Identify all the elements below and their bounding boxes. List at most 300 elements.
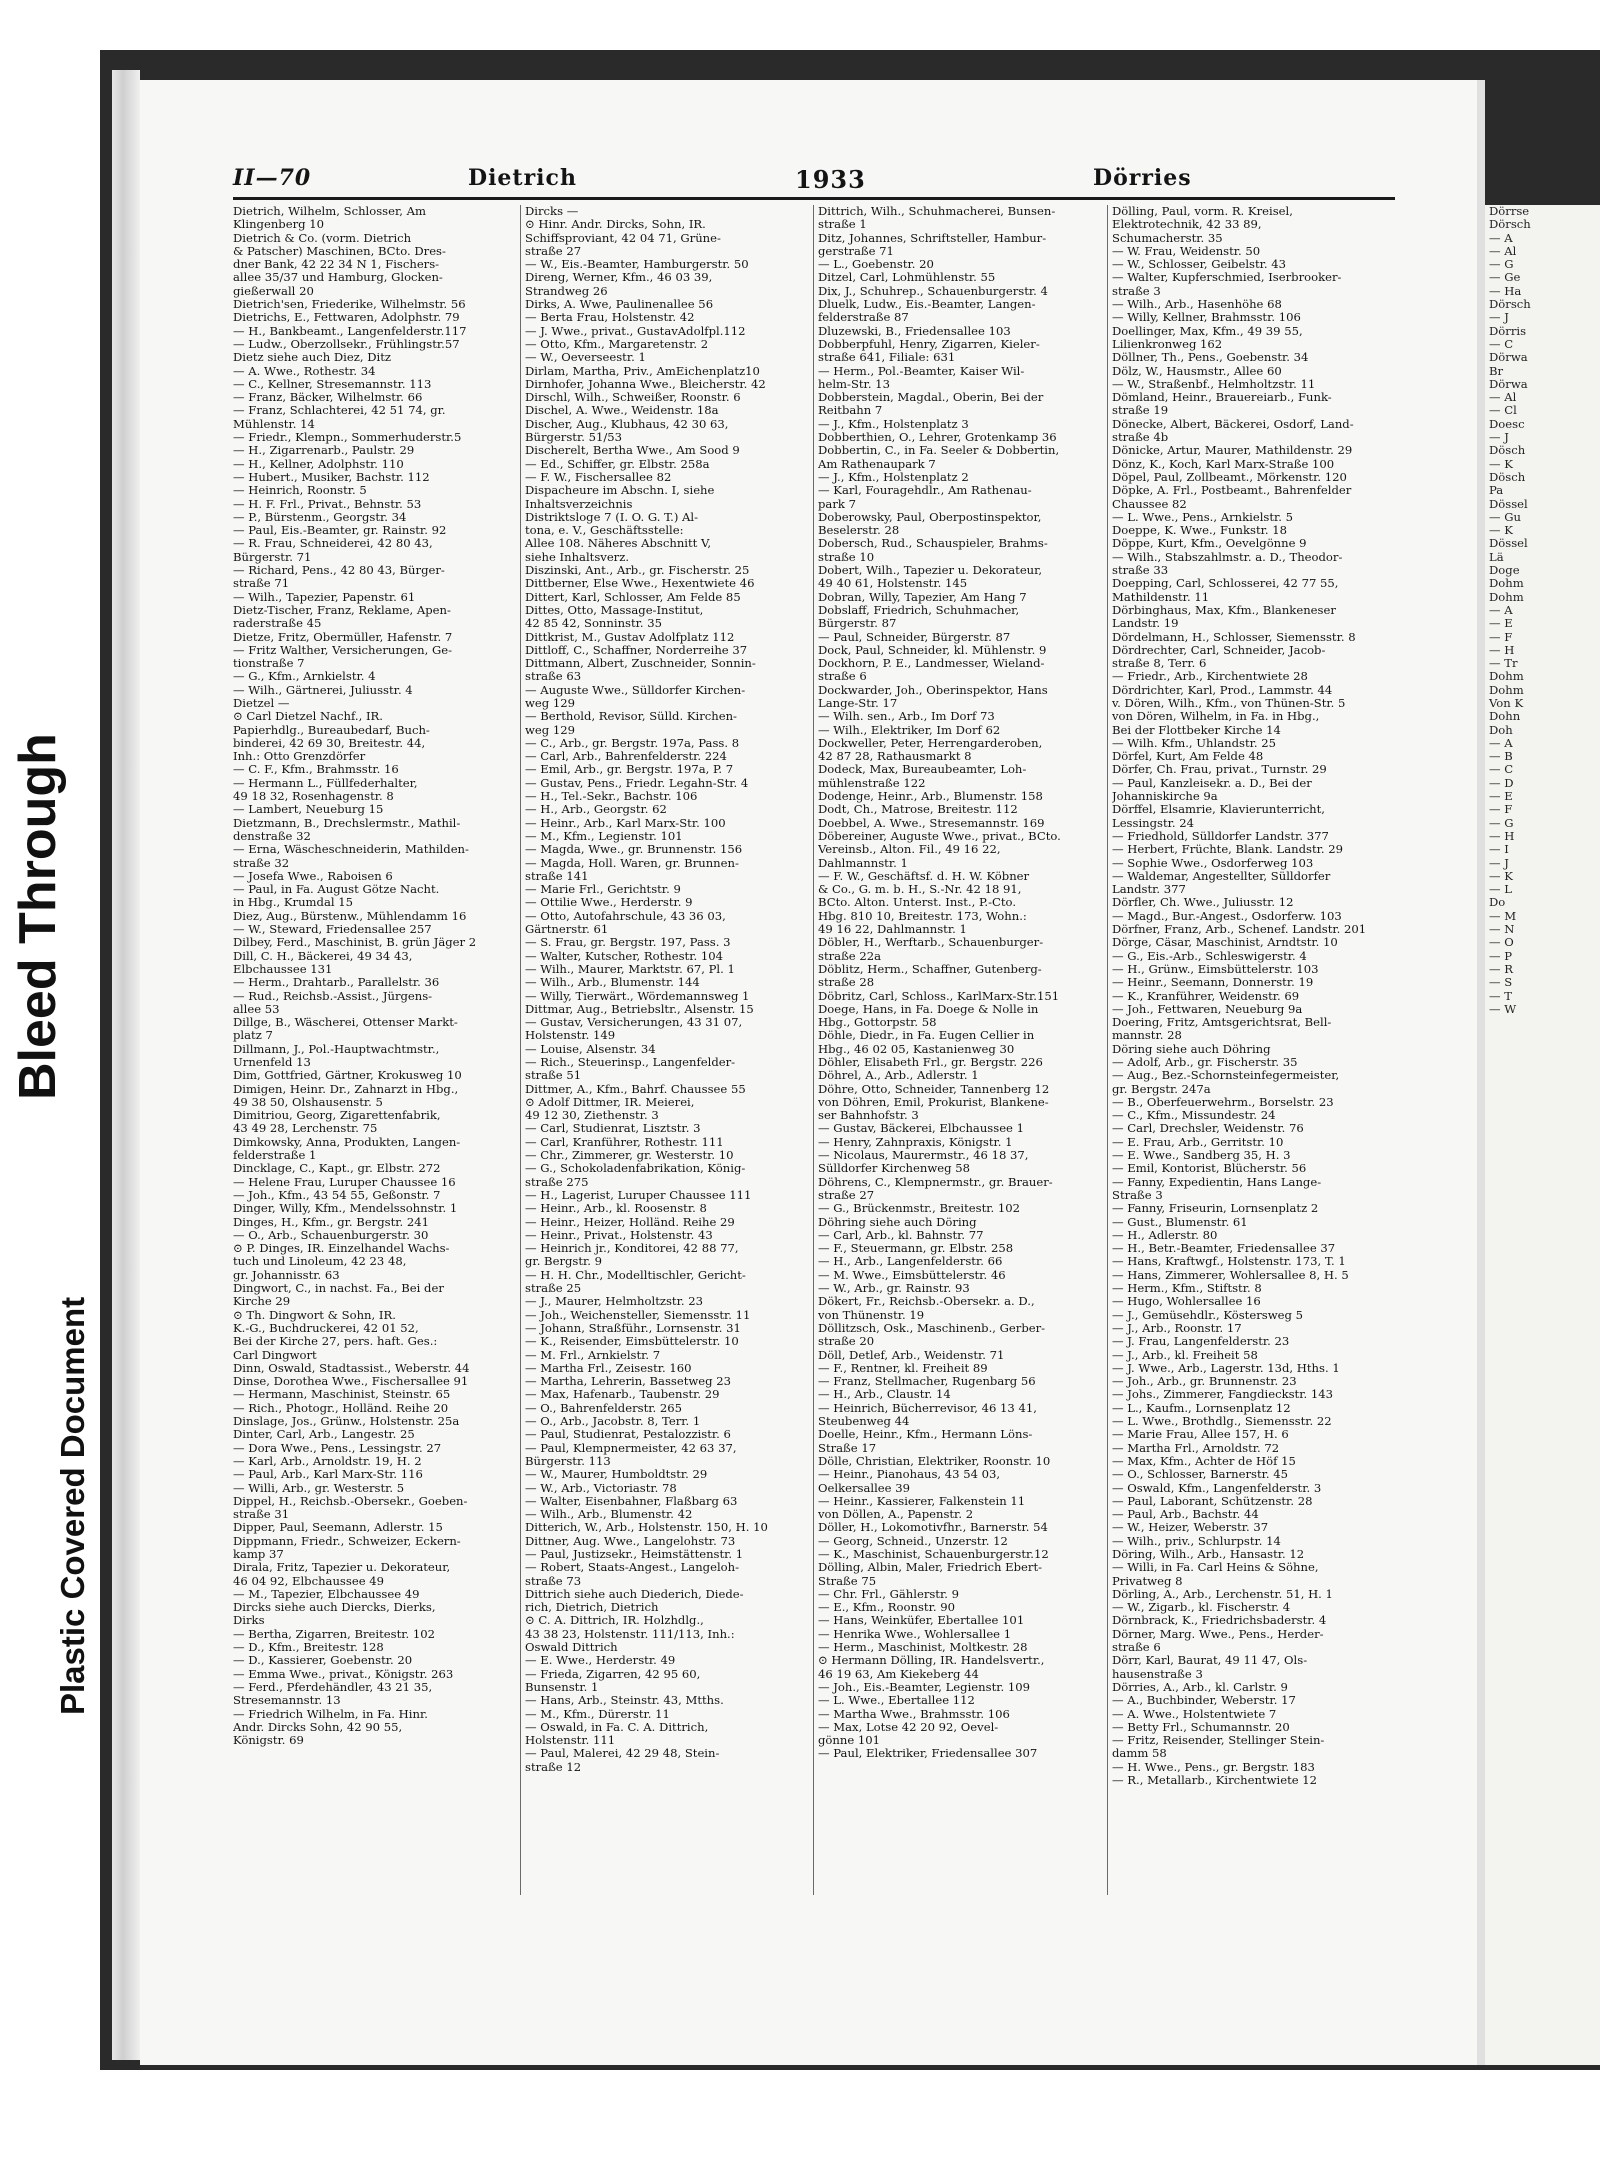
directory-entry-line: allee 35/37 und Hamburg, Glocken-	[233, 271, 443, 285]
directory-entry-line: Vereinsb., Alton. Fil., 49 16 22,	[818, 843, 1001, 857]
directory-entry-line: Döhrens, C., Klempnermstr., gr. Brauer-	[818, 1175, 1053, 1189]
directory-entry-line: — Heinrich jr., Konditorei, 42 88 77,	[525, 1242, 739, 1256]
directory-entry-line: — Karl, Fouragehdlr., Am Rathenau-	[818, 484, 1032, 498]
directory-entry-line: Döbritz, Carl, Schloss., KarlMarx-Str.151	[818, 989, 1060, 1003]
bleed-fragment: Doge	[1489, 564, 1520, 578]
directory-entry-line: Dobberpfuhl, Henry, Zigarren, Kieler-	[818, 337, 1040, 351]
directory-entry-line: Ditterich, W., Arb., Holstenstr. 150, H. 10	[525, 1521, 768, 1535]
directory-entry-line: — Wilh. sen., Arb., Im Dorf 73	[818, 710, 995, 724]
directory-entry-line: — Max, Hafenarb., Taubenstr. 29	[525, 1388, 720, 1402]
directory-entry-line: Dittmar, Aug., Betriebsltr., Alsenstr. 15	[525, 1002, 754, 1016]
directory-entry-line: Bei der Kirche 27, pers. haft. Ges.:	[233, 1335, 438, 1349]
next-page-bleed-through	[1485, 205, 1600, 2065]
directory-entry-line: — Carl, Arb., kl. Bahnstr. 77	[818, 1228, 984, 1242]
directory-entry-line: — Herm., Kfm., Stiftstr. 8	[1112, 1282, 1262, 1296]
directory-entry-line: Reitbahn 7	[818, 404, 883, 418]
directory-entry-line: Doebbel, A. Wwe., Stresemannstr. 169	[818, 816, 1045, 830]
directory-entry-line: — Gustav, Pens., Friedr. Legahn-Str. 4	[525, 776, 749, 790]
directory-entry-line: — Gustav, Bäckerei, Elbchaussee 1	[818, 1122, 1024, 1136]
directory-entry-line: Döller, H., Lokomotivfhr., Barnerstr. 54	[818, 1521, 1048, 1535]
directory-entry-line: straße 8, Terr. 6	[1112, 657, 1207, 671]
directory-entry-line: — Louise, Alsenstr. 34	[525, 1042, 656, 1056]
directory-entry-line: park 7	[818, 497, 856, 511]
directory-entry-line: — J., Maurer, Helmholtzstr. 23	[525, 1295, 703, 1309]
bleed-fragment: Dohm	[1489, 577, 1524, 591]
directory-entry-line: — H. F. Frl., Privat., Behnstr. 53	[233, 497, 422, 511]
directory-entry-line: Bürgerstr. 113	[525, 1454, 611, 1468]
directory-entry-line: Dörffel, Elsamrie, Klavierunterricht,	[1112, 803, 1325, 817]
directory-entry-line: — Marie Frau, Allee 157, H. 6	[1112, 1428, 1289, 1442]
directory-entry-line: — J., Kfm., Holstenplatz 2	[818, 470, 969, 484]
directory-entry-line: Dirks	[233, 1614, 265, 1628]
directory-entry-line: tionstraße 7	[233, 657, 305, 671]
directory-entry-line: — Bertha, Zigarren, Breitestr. 102	[233, 1627, 436, 1641]
directory-entry-line: Dietz-Tischer, Franz, Reklame, Apen-	[233, 603, 451, 617]
directory-entry-line: Königstr. 69	[233, 1734, 304, 1748]
directory-entry-line: — Heinr., Pianohaus, 43 54 03,	[818, 1468, 1001, 1482]
bleed-fragment: — C	[1489, 337, 1514, 351]
directory-entry-line: — Emma Wwe., privat., Königstr. 263	[233, 1667, 454, 1681]
directory-entry-line: — Friedr., Arb., Kirchentwiete 28	[1112, 670, 1308, 684]
directory-entry-line: Dahlmannstr. 1	[818, 856, 908, 870]
page-edge	[1477, 80, 1485, 2065]
directory-entry-line: platz 7	[233, 1029, 273, 1043]
directory-entry-line: — Herm., Pol.-Beamter, Kaiser Wil-	[818, 364, 1025, 378]
directory-entry-line: Döbereiner, Auguste Wwe., privat., BCto.	[818, 829, 1061, 843]
directory-entry-line: K.-G., Buchdruckerei, 42 01 52,	[233, 1321, 419, 1335]
directory-entry-line: straße 25	[525, 1282, 582, 1296]
directory-entry-line: Dilbey, Ferd., Maschinist, B. grün Jäger 2	[233, 936, 477, 950]
directory-entry-line: — W., Heizer, Weberstr. 37	[1112, 1521, 1269, 1535]
directory-entry-line: — Paul, Arb., Bachstr. 44	[1112, 1508, 1259, 1522]
directory-entry-line: Dinger, Willy, Kfm., Mendelssohnstr. 1	[233, 1202, 458, 1216]
directory-entry-line: straße 641, Filiale: 631	[818, 351, 956, 365]
bleed-fragment: — O	[1489, 936, 1514, 950]
directory-entry-line: Dircks —	[525, 205, 579, 218]
directory-entry-line: — H., Arb., Georgstr. 62	[525, 803, 667, 817]
directory-entry-line: — Wilh., priv., Schlurpstr. 14	[1112, 1534, 1281, 1548]
directory-entry-line: Dobberstein, Magdal., Oberin, Bei der	[818, 391, 1044, 405]
directory-entry-line: — Franz, Stellmacher, Rugenbarg 56	[818, 1375, 1036, 1389]
directory-entry-line: von Thünenstr. 19	[818, 1308, 925, 1322]
directory-entry-line: straße 27	[818, 1188, 875, 1202]
bleed-fragment: — J	[1489, 431, 1509, 445]
bleed-fragment: Dösch	[1489, 444, 1526, 458]
directory-entry-line: — A. Wwe., Holstentwiete 7	[1112, 1707, 1277, 1721]
directory-entry-line: — Walter, Kupferschmied, Iserbrooker-	[1112, 271, 1342, 285]
directory-entry-line: Dix, J., Schuhrep., Schauenburgerstr. 4	[818, 284, 1048, 298]
directory-entry-line: 49 16 22, Dahlmannstr. 1	[818, 923, 967, 937]
directory-entry-line: — Hugo, Wohlersallee 16	[1112, 1295, 1261, 1309]
directory-entry-line: Dördelmann, H., Schlosser, Siemensstr. 8	[1112, 630, 1356, 644]
directory-entry-line: — Wilh. Kfm., Uhlandstr. 25	[1112, 736, 1276, 750]
directory-entry-line: Dölling, Paul, vorm. R. Kreisel,	[1112, 205, 1293, 218]
directory-entry-line: Landstr. 19	[1112, 617, 1179, 631]
directory-entry-line: — M., Tapezier, Elbchaussee 49	[233, 1587, 420, 1601]
directory-entry-line: — Gustav, Versicherungen, 43 31 07,	[525, 1016, 743, 1030]
directory-entry-line: Privatweg 8	[1112, 1574, 1183, 1588]
directory-entry-line: — Marie Frl., Gerichtstr. 9	[525, 883, 681, 897]
directory-entry-line: — Carl, Kranführer, Rothestr. 111	[525, 1135, 724, 1149]
directory-entry-line: — Hans, Arb., Steinstr. 43, Mtths.	[525, 1694, 724, 1708]
bleed-fragment: — G	[1489, 816, 1514, 830]
directory-entry-line: Dockhorn, P. E., Landmesser, Wieland-	[818, 657, 1045, 671]
header-last-entry: Dörries	[1093, 165, 1192, 191]
directory-entry-line: — R. Frau, Schneiderei, 42 80 43,	[233, 537, 433, 551]
directory-entry-line: Dittberner, Else Wwe., Hexentwiete 46	[525, 577, 755, 591]
directory-entry-line: Sülldorfer Kirchenweg 58	[818, 1162, 970, 1176]
directory-entry-line: straße 71	[233, 577, 290, 591]
directory-entry-line: Dobslaff, Friedrich, Schuhmacher,	[818, 603, 1020, 617]
directory-entry-line: — Heinrich, Roonstr. 5	[233, 484, 367, 498]
directory-entry-line: Dönecke, Albert, Bäckerei, Osdorf, Land-	[1112, 417, 1354, 431]
directory-entry-line: — F., Steuermann, gr. Elbstr. 258	[818, 1242, 1014, 1256]
directory-entry-line: — F. W., Fischersallee 82	[525, 470, 672, 484]
directory-entry-line: — Wilh., Arb., Hasenhöhe 68	[1112, 298, 1282, 312]
directory-entry-line: straße 27	[525, 244, 582, 258]
bleed-fragment: Br	[1489, 364, 1504, 378]
directory-entry-line: Bürgerstr. 87	[818, 617, 897, 631]
directory-entry-line: Dietzmann, B., Drechslermstr., Mathil-	[233, 816, 461, 830]
directory-entry-line: Ditzel, Carl, Lohmühlenstr. 55	[818, 271, 996, 285]
directory-entry-line: — Paul, Laborant, Schützenstr. 28	[1112, 1494, 1313, 1508]
directory-entry-line: — Heinr., Seemann, Donnerstr. 19	[1112, 976, 1314, 990]
directory-entry-line: Dirnhofer, Johanna Wwe., Bleicherstr. 42	[525, 377, 766, 391]
directory-entry-line: Dobberthien, O., Lehrer, Grotenkamp 36	[818, 431, 1057, 445]
directory-entry-line: — Lambert, Neueburg 15	[233, 803, 384, 817]
directory-entry-line: Dill, C. H., Bäckerei, 49 34 43,	[233, 949, 413, 963]
directory-entry-line: Oswald Dittrich	[525, 1641, 618, 1655]
bleed-fragment: — I	[1489, 843, 1509, 857]
directory-entry-line: Dittrich siehe auch Diederich, Diede-	[525, 1587, 744, 1601]
directory-entry-line: — W., Steward, Friedensallee 257	[233, 923, 432, 937]
directory-column-4	[1112, 205, 1391, 1787]
directory-entry-line: — Ludw., Oberzollsekr., Frühlingstr.57	[233, 337, 460, 351]
directory-entry-line: — K., Maschinist, Schauenburgerstr.12	[818, 1547, 1049, 1561]
directory-entry-line: weg 129	[525, 696, 576, 710]
directory-entry-line: Döll, Detlef, Arb., Weidenstr. 71	[818, 1348, 1005, 1362]
directory-entry-line: Dinter, Carl, Arb., Langestr. 25	[233, 1428, 415, 1442]
directory-entry-line: — Sophie Wwe., Osdorferweg 103	[1112, 856, 1314, 870]
directory-entry-line: — E., Kfm., Roonstr. 90	[818, 1601, 955, 1615]
directory-entry-line: — Dora Wwe., Pens., Lessingstr. 27	[233, 1441, 442, 1455]
directory-entry-line: Bürgerstr. 71	[233, 550, 312, 564]
directory-entry-line: — Wilh., Arb., Blumenstr. 42	[525, 1508, 693, 1522]
directory-entry-line: — H. Wwe., Pens., gr. Bergstr. 183	[1112, 1760, 1315, 1774]
directory-entry-line: 49 38 50, Olshausenstr. 5	[233, 1095, 383, 1109]
directory-entry-line: — L., Goebenstr. 20	[818, 258, 934, 272]
directory-entry-line: — Paul, Elektriker, Friedensallee 307	[818, 1747, 1038, 1761]
directory-entry-line: — Betty Frl., Schumannstr. 20	[1112, 1720, 1290, 1734]
directory-entry-line: Dischel, A. Wwe., Weidenstr. 18a	[525, 404, 719, 418]
directory-entry-line: 49 18 32, Rosenhagenstr. 8	[233, 790, 394, 804]
directory-entry-line: — J. Wwe., privat., GustavAdolfpl.112	[525, 324, 746, 338]
bleed-fragment: Dörwa	[1489, 351, 1528, 365]
bleed-fragment: Dohn	[1489, 710, 1521, 724]
directory-entry-line: — Friedhold, Sülldorfer Landstr. 377	[1112, 829, 1329, 843]
directory-column-2	[525, 205, 804, 1774]
directory-entry-line: Chaussee 82	[1112, 497, 1187, 511]
directory-entry-line: straße 4b	[1112, 431, 1169, 445]
directory-entry-line: — Joh., Weichensteller, Siemensstr. 11	[525, 1308, 751, 1322]
directory-entry-line: — Paul, Eis.-Beamter, gr. Rainstr. 92	[233, 524, 447, 538]
directory-entry-line: Doellinger, Max, Kfm., 49 39 55,	[1112, 324, 1303, 338]
directory-entry-line: — Rich., Photogr., Holländ. Reihe 20	[233, 1401, 449, 1415]
header-rule	[233, 197, 1395, 200]
directory-entry-line: Dörnbrack, K., Friedrichsbaderstr. 4	[1112, 1614, 1327, 1628]
directory-entry-line: Elektrotechnik, 42 33 89,	[1112, 218, 1262, 232]
directory-entry-line: Dirlam, Martha, Priv., AmEichenplatz10	[525, 364, 760, 378]
directory-entry-line: — H., Tel.-Sekr., Bachstr. 106	[525, 790, 698, 804]
directory-entry-line: Lessingstr. 24	[1112, 816, 1195, 830]
directory-entry-line: straße 73	[525, 1574, 582, 1588]
bleed-fragment: Dohm	[1489, 670, 1524, 684]
directory-entry-line: Dinges, H., Kfm., gr. Bergstr. 241	[233, 1215, 430, 1229]
directory-entry-line: — Waldemar, Angestellter, Sülldorfer	[1112, 869, 1331, 883]
directory-entry-line: Landstr. 377	[1112, 883, 1186, 897]
directory-entry-line: Ditz, Johannes, Schriftsteller, Hambur-	[818, 231, 1047, 245]
directory-entry-line: Dircks siehe auch Diercks, Dierks,	[233, 1601, 436, 1615]
directory-entry-line: — Rud., Reichsb.-Assist., Jürgens-	[233, 989, 433, 1003]
directory-entry-line: Dim, Gottfried, Gärtner, Krokusweg 10	[233, 1069, 462, 1083]
directory-entry-line: — Magda, Holl. Waren, gr. Brunnen-	[525, 856, 739, 870]
directory-entry-line: Dörries, A., Arb., kl. Carlstr. 9	[1112, 1680, 1288, 1694]
directory-entry-line: von Döhren, Emil, Prokurist, Blankene-	[818, 1095, 1049, 1109]
directory-entry-line: — Wilh., Arb., Blumenstr. 144	[525, 976, 700, 990]
directory-entry-line: — Willi, in Fa. Carl Heins & Söhne,	[1112, 1561, 1319, 1575]
directory-entry-line: Dodenge, Heinr., Arb., Blumenstr. 158	[818, 790, 1043, 804]
directory-entry-line: Holstenstr. 111	[525, 1734, 616, 1748]
bleed-fragment: — Ge	[1489, 271, 1521, 285]
directory-entry-line: straße 12	[525, 1760, 582, 1774]
directory-entry-line: gönne 101	[818, 1734, 881, 1748]
directory-entry-line: — E. Wwe., Sandberg 35, H. 3	[1112, 1149, 1291, 1163]
directory-entry-line: — Otto, Kfm., Margaretenstr. 2	[525, 337, 709, 351]
directory-entry-line: Hbg. 810 10, Breitestr. 173, Wohn.:	[818, 909, 1027, 923]
directory-entry-line: Dölling, Albin, Maler, Friedrich Ebert-	[818, 1561, 1043, 1575]
directory-entry-line: — M. Frl., Arnkielstr. 7	[525, 1348, 661, 1362]
directory-entry-line: — H., Kellner, Adolphstr. 110	[233, 457, 404, 471]
directory-entry-line: — Henrika Wwe., Wohlersallee 1	[818, 1627, 1012, 1641]
directory-entry-line: — Paul, in Fa. August Götze Nacht.	[233, 883, 440, 897]
directory-entry-line: mühlenstraße 122	[818, 776, 926, 790]
directory-entry-line: felderstraße 1	[233, 1149, 317, 1163]
bleed-fragment: — P	[1489, 949, 1513, 963]
directory-entry-line: Schiffsproviant, 42 04 71, Grüne-	[525, 231, 721, 245]
directory-entry-line: Diszinski, Ant., Arb., gr. Fischerstr. 25	[525, 564, 750, 578]
directory-entry-line: Döppe, Kurt, Kfm., Oevelgönne 9	[1112, 537, 1307, 551]
directory-entry-line: Dietzel —	[233, 696, 290, 710]
bleed-fragment: Dohm	[1489, 683, 1524, 697]
directory-entry-line: straße 22a	[818, 949, 882, 963]
directory-entry-line: helm-Str. 13	[818, 377, 890, 391]
directory-entry-line: Döllner, Th., Pens., Goebenstr. 34	[1112, 351, 1309, 365]
directory-entry-line: — W., Straßenbf., Helmholtzstr. 11	[1112, 377, 1316, 391]
directory-entry-line: — Helene Frau, Luruper Chaussee 16	[233, 1175, 456, 1189]
directory-entry-line: — W., Oeverseestr. 1	[525, 351, 646, 365]
directory-entry-line: Oelkersallee 39	[818, 1481, 910, 1495]
directory-entry-line: Dörfel, Kurt, Am Felde 48	[1112, 750, 1264, 764]
directory-entry-line: — Hans, Kraftwgf., Holstenstr. 173, T. 1	[1112, 1255, 1346, 1269]
directory-entry-line: — Friedr., Klempn., Sommerhuderstr.5	[233, 431, 462, 445]
directory-entry-line: ⊙ P. Dinges, IR. Einzelhandel Wachs-	[233, 1242, 450, 1256]
directory-entry-line: — Richard, Pens., 42 80 43, Bürger-	[233, 564, 445, 578]
directory-entry-line: Dirala, Fritz, Tapezier u. Dekorateur,	[233, 1561, 451, 1575]
directory-entry-line: Lange-Str. 17	[818, 696, 898, 710]
directory-entry-line: — P., Bürstenm., Georgstr. 34	[233, 510, 407, 524]
directory-entry-line: damm 58	[1112, 1747, 1167, 1761]
bleed-fragment: — C	[1489, 763, 1514, 777]
directory-entry-line: gr. Bergstr. 247a	[1112, 1082, 1211, 1096]
directory-entry-line: Dörbinghaus, Max, Kfm., Blankeneser	[1112, 603, 1336, 617]
directory-entry-line: — Rich., Steuerinsp., Langenfelder-	[525, 1056, 736, 1069]
directory-entry-line: — S. Frau, gr. Bergstr. 197, Pass. 3	[525, 936, 731, 950]
directory-column-1	[233, 205, 512, 1747]
directory-entry-line: ⊙ C. A. Dittrich, IR. Holzhdlg.,	[525, 1614, 704, 1628]
directory-entry-line: — L., Kaufm., Lornsenplatz 12	[1112, 1401, 1291, 1415]
directory-entry-line: gerstraße 71	[818, 244, 894, 258]
directory-entry-line: Dittloff, C., Schaffner, Norderreihe 37	[525, 643, 748, 657]
bleed-fragment: — K	[1489, 457, 1513, 471]
directory-entry-line: — F. W., Geschäftsf. d. H. W. Köbner	[818, 869, 1030, 883]
directory-entry-line: ⊙ Adolf Dittmer, IR. Meierei,	[525, 1095, 695, 1109]
directory-entry-line: — H. H. Chr., Modelltischler, Gericht-	[525, 1268, 746, 1282]
directory-entry-line: Carl Dingwort	[233, 1348, 317, 1362]
column-divider	[520, 205, 521, 1895]
directory-entry-line: — C., Arb., gr. Bergstr. 197a, Pass. 8	[525, 736, 740, 750]
directory-entry-line: Mathildenstr. 11	[1112, 590, 1210, 604]
directory-entry-line: — J., Gemüsehdlr., Köstersweg 5	[1112, 1308, 1303, 1322]
directory-entry-line: — Paul, Klempnermeister, 42 63 37,	[525, 1441, 737, 1455]
directory-entry-line: in Hbg., Krumdal 15	[233, 896, 354, 910]
directory-entry-line: — Johann, Straßführ., Lornsenstr. 31	[525, 1321, 741, 1335]
directory-entry-line: Dillge, B., Wäscherei, Ottenser Markt-	[233, 1016, 458, 1030]
bleed-fragment: Doesc	[1489, 417, 1525, 431]
directory-entry-line: Gärtnerstr. 61	[525, 923, 609, 937]
directory-entry-line: — Willy, Kellner, Brahmsstr. 106	[1112, 311, 1301, 325]
directory-entry-line: — J., Arb., Roonstr. 17	[1112, 1321, 1242, 1335]
directory-column-3	[818, 205, 1097, 1761]
bleed-fragment: — J	[1489, 311, 1509, 325]
directory-entry-line: Doepping, Carl, Schlosserei, 42 77 55,	[1112, 577, 1339, 591]
directory-entry-line: v. Dören, Wilh., Kfm., von Thünen-Str. 5	[1112, 696, 1346, 710]
column-divider	[813, 205, 814, 1895]
directory-entry-line: gr. Johannisstr. 63	[233, 1268, 340, 1282]
directory-entry-line: — R., Metallarb., Kirchentwiete 12	[1112, 1774, 1318, 1788]
directory-entry-line: Strandweg 26	[525, 284, 608, 298]
directory-entry-line: Inh.: Otto Grenzdörfer	[233, 750, 366, 764]
directory-entry-line: Dock, Paul, Schneider, kl. Mühlenstr. 9	[818, 643, 1047, 657]
directory-entry-line: — Martha Frl., Arnoldstr. 72	[1112, 1441, 1280, 1455]
directory-entry-line: straße 275	[525, 1175, 589, 1189]
directory-entry-line: Stresemannstr. 13	[233, 1694, 341, 1708]
directory-entry-line: rich, Dietrich, Dietrich	[525, 1601, 659, 1615]
directory-entry-line: Döring siehe auch Döhring	[1112, 1042, 1271, 1056]
directory-entry-line: — Friedrich Wilhelm, in Fa. Hinr.	[233, 1707, 428, 1721]
directory-entry-line: hausenstraße 3	[1112, 1667, 1203, 1681]
directory-entry-line: — H., Lagerist, Luruper Chaussee 111	[525, 1188, 752, 1202]
bleed-fragment: Von K	[1489, 696, 1524, 710]
directory-entry-line: Dockweller, Peter, Herrengarderoben,	[818, 736, 1043, 750]
directory-entry-line: Dietrich & Co. (vorm. Dietrich	[233, 231, 412, 245]
directory-entry-line: — Herbert, Früchte, Blank. Landstr. 29	[1112, 843, 1344, 857]
directory-entry-line: Hbg., 46 02 05, Kastanienweg 30	[818, 1042, 1015, 1056]
directory-entry-line: Dinslage, Jos., Grünw., Holstenstr. 25a	[233, 1415, 460, 1429]
directory-entry-line: — Fritz, Reisender, Stellinger Stein-	[1112, 1734, 1325, 1748]
directory-entry-line: Dölle, Christian, Elektriker, Roonstr. 10	[818, 1454, 1051, 1468]
directory-entry-line: Dispacheure im Abschn. I, siehe	[525, 484, 715, 498]
directory-entry-line: — O., Arb., Schauenburgerstr. 30	[233, 1228, 429, 1242]
bleed-fragment: — S	[1489, 976, 1513, 990]
directory-entry-line: — Auguste Wwe., Sülldorfer Kirchen-	[525, 683, 746, 697]
directory-entry-line: Dockwarder, Joh., Oberinspektor, Hans	[818, 683, 1048, 697]
bleed-fragment: — F	[1489, 803, 1513, 817]
directory-entry-line: — Paul, Kanzleisekr. a. D., Bei der	[1112, 776, 1312, 790]
directory-entry-line: — K., Kranführer, Weidenstr. 69	[1112, 989, 1300, 1003]
directory-entry-line: mannstr. 28	[1112, 1029, 1182, 1043]
directory-entry-line: — Herm., Maschinist, Moltkestr. 28	[818, 1641, 1028, 1655]
bleed-fragment: — G	[1489, 258, 1514, 272]
bleed-fragment: Dössel	[1489, 537, 1528, 551]
directory-entry-line: — Oswald, in Fa. C. A. Dittrich,	[525, 1720, 709, 1734]
bleed-fragment: — F	[1489, 630, 1513, 644]
bleed-fragment: — Gu	[1489, 510, 1522, 524]
bleed-fragment: Pa	[1489, 484, 1504, 498]
directory-entry-line: — Berthold, Revisor, Sülld. Kirchen-	[525, 710, 737, 724]
bleed-fragment: — H	[1489, 643, 1515, 657]
bleed-fragment: Dörsch	[1489, 298, 1531, 312]
bleed-fragment: — W	[1489, 1002, 1517, 1016]
directory-entry-line: allee 53	[233, 1002, 280, 1016]
directory-entry-line: — Emil, Arb., gr. Bergstr. 197a, P. 7	[525, 763, 734, 777]
directory-entry-line: Dodeck, Max, Bureaubeamter, Loh-	[818, 763, 1027, 777]
directory-entry-line: siehe Inhaltsverz.	[525, 550, 630, 564]
directory-entry-line: — Ferd., Pferdehändler, 43 21 35,	[233, 1680, 433, 1694]
directory-entry-line: — L. Wwe., Pens., Arnkielstr. 5	[1112, 510, 1294, 524]
column-divider	[1107, 205, 1108, 1895]
directory-entry-line: — J. Wwe., Arb., Lagerstr. 13d, Hths. 1	[1112, 1361, 1340, 1375]
directory-entry-line: 46 19 63, Am Kiekeberg 44	[818, 1667, 979, 1681]
directory-entry-line: — Ed., Schiffer, gr. Elbstr. 258a	[525, 457, 710, 471]
directory-entry-line: — Carl, Studienrat, Lisztstr. 3	[525, 1122, 701, 1136]
directory-entry-line: Dörge, Cäsar, Maschinist, Arndtstr. 10	[1112, 936, 1338, 950]
bleed-fragment: Dörris	[1489, 324, 1527, 338]
directory-entry-line: — O., Arb., Jacobstr. 8, Terr. 1	[525, 1415, 701, 1429]
directory-entry-line: gr. Bergstr. 9	[525, 1255, 603, 1269]
directory-entry-line: Urnenfeld 13	[233, 1056, 311, 1069]
directory-entry-line: — Hubert., Musiker, Bachstr. 112	[233, 470, 430, 484]
directory-entry-line: — Heinr., Heizer, Holländ. Reihe 29	[525, 1215, 735, 1229]
directory-entry-line: Direng, Werner, Kfm., 46 03 39,	[525, 271, 713, 285]
directory-entry-line: Döhring siehe auch Döring	[818, 1215, 977, 1229]
directory-entry-line: Dönz, K., Koch, Karl Marx-Straße 100	[1112, 457, 1335, 471]
directory-entry-line: kamp 37	[233, 1547, 284, 1561]
directory-entry-line: Dömland, Heinr., Brauereiarb., Funk-	[1112, 391, 1332, 405]
directory-entry-line: — Paul, Schneider, Bürgerstr. 87	[818, 630, 1011, 644]
directory-entry-line: 43 49 28, Lerchenstr. 75	[233, 1122, 378, 1136]
directory-entry-line: Dobran, Willy, Tapezier, Am Hang 7	[818, 590, 1027, 604]
directory-entry-line: — Carl, Arb., Bahrenfelderstr. 224	[525, 750, 727, 764]
directory-entry-line: Dördrechter, Carl, Schneider, Jacob-	[1112, 643, 1326, 657]
directory-entry-line: — Fanny, Friseurin, Lornsenplatz 2	[1112, 1202, 1319, 1216]
directory-entry-line: — W., Maurer, Humboldtstr. 29	[525, 1468, 708, 1482]
directory-entry-line: Dincklage, C., Kapt., gr. Elbstr. 272	[233, 1162, 441, 1176]
directory-entry-line: — Fanny, Expedientin, Hans Lange-	[1112, 1175, 1322, 1189]
directory-entry-line: raderstraße 45	[233, 617, 322, 631]
directory-entry-line: — Hans, Weinküfer, Ebertallee 101	[818, 1614, 1025, 1628]
directory-entry-line: — Heinr., Arb., Karl Marx-Str. 100	[525, 816, 726, 830]
directory-entry-line: — Heinr., Kassierer, Falkenstein 11	[818, 1494, 1026, 1508]
